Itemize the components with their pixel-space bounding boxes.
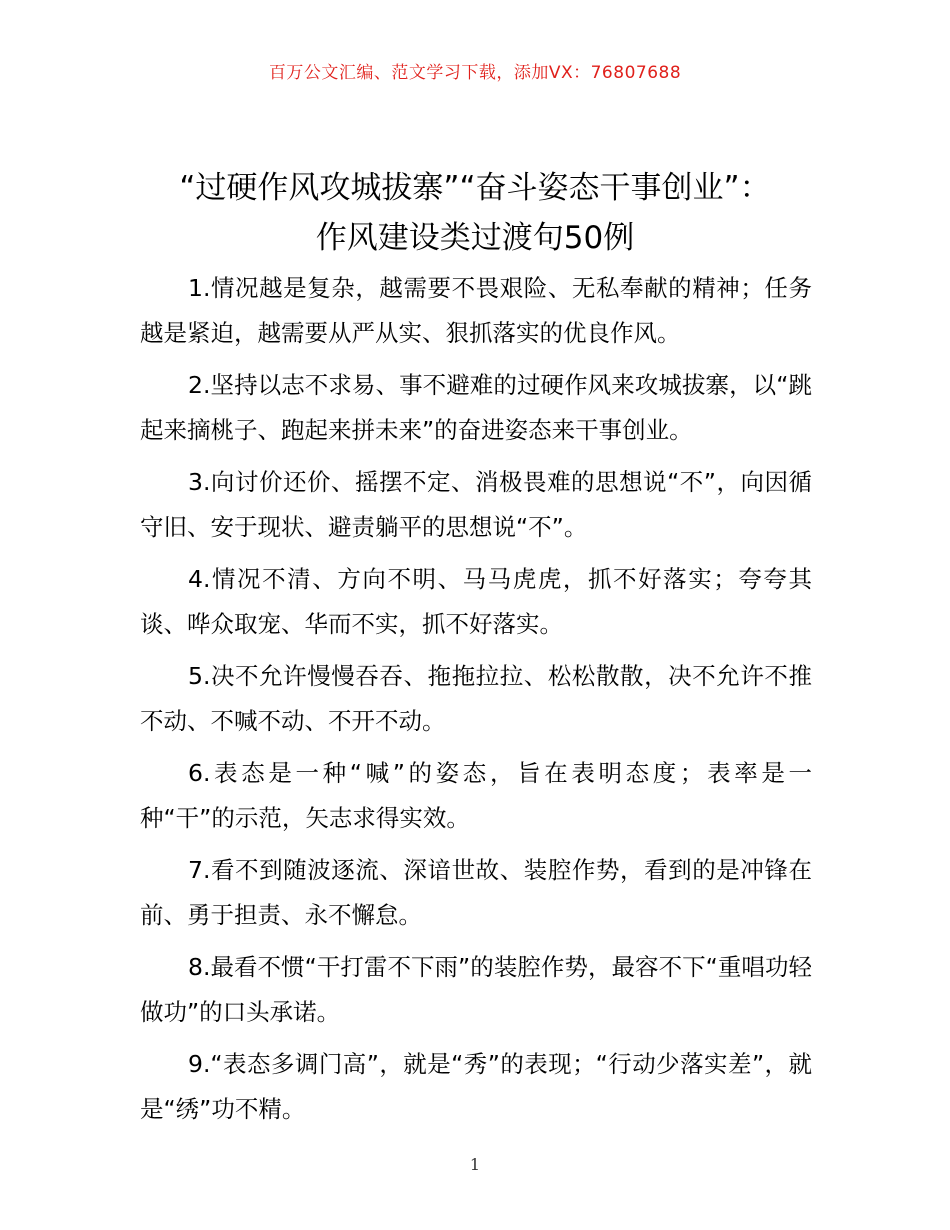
document-body [140,266,812,1139]
document-title [120,163,830,263]
header-note: 百万公文汇编、范文学习下载，添加VX：76807688 [268,63,682,83]
paragraph-7: 7.看不到随波逐流、深谙世故、装腔作势，看到的是冲锋在前、勇于担责、永不懈怠。 [140,856,812,929]
paragraph-4: 4.情况不清、方向不明、马马虎虎，抓不好落实；夸夸其谈、哗众取宠、华而不实，抓不好落实。 [140,565,812,638]
paragraph-3: 3.向讨价还价、摇摆不定、消极畏难的思想说“不”，向因循守旧、安于现状、避责躺平的思想说“不”。 [140,468,812,541]
paragraph-8: 8.最看不惯“干打雷不下雨”的装腔作势，最容不下“重唱功轻做功”的口头承诺。 [140,953,812,1026]
paragraph-9: 9.“表态多调门高”，就是“秀”的表现；“行动少落实差”，就是“绣”功不精。 [140,1050,812,1123]
title-line-2: 作风建设类过渡句50例 [315,220,635,256]
paragraph-2: 2.坚持以志不求易、事不避难的过硬作风来攻城拔寨，以“跳起来摘桃子、跑起来拼未来”的奋进姿态来干事创业。 [140,371,812,444]
title-line-1: “过硬作风攻城拔寨”“奋斗姿态干事创业”： [179,170,771,206]
paragraph-6: 6.表态是一种“喊”的姿态，旨在表明态度；表率是一种“干”的示范，矢志求得实效。 [140,759,812,832]
paragraph-1: 1.情况越是复杂，越需要不畏艰险、无私奉献的精神；任务越是紧迫，越需要从严从实、狠抓落实的优良作风。 [140,274,812,347]
page-number: 1 [469,1155,481,1174]
paragraph-5: 5.决不允许慢慢吞吞、拖拖拉拉、松松散散，决不允许不推不动、不喊不动、不开不动。 [140,662,812,735]
